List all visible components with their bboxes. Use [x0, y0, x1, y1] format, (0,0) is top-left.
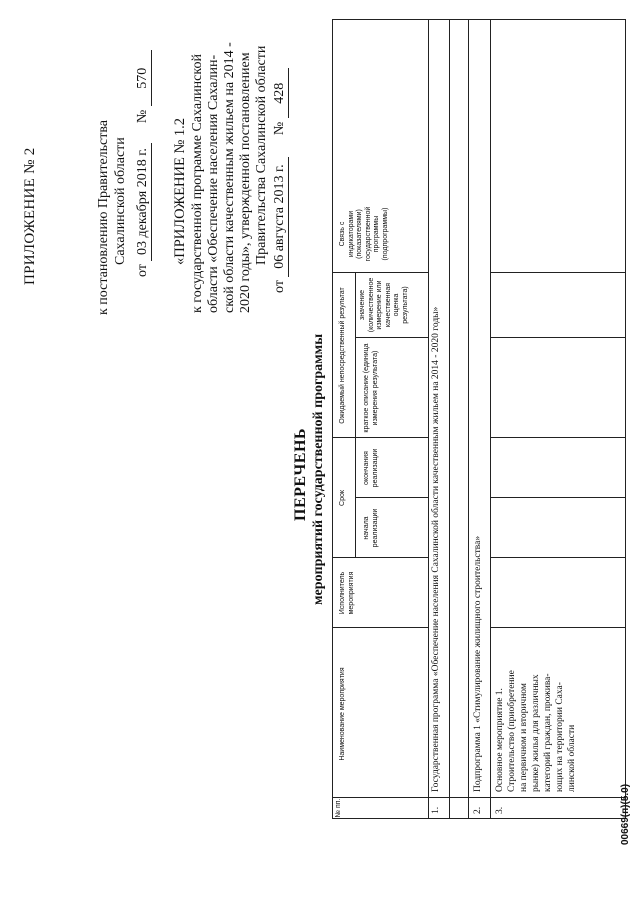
row-3-line-5: категорий граждан, прожива- — [543, 673, 553, 792]
header-start: начала реализации — [363, 508, 379, 548]
quote-block-number: 428 — [272, 68, 289, 118]
header-num: № пп. — [335, 798, 342, 818]
row-divider — [355, 273, 356, 438]
header-link: Связь с индикаторами (показателями) государственной программы (подпрограммы) — [339, 206, 389, 262]
row-3-line-1: Основное мероприятие 1. — [495, 688, 505, 792]
quote-block-line-1: к государственной программе Сахалинской — [190, 54, 205, 313]
row-3-line-2: Строительство (приобретение — [507, 670, 517, 792]
col-divider — [333, 797, 468, 798]
col-divider — [469, 797, 490, 798]
quote-block-line-4: 2020 годы», утвержденной постановлением — [238, 52, 253, 313]
row-divider — [449, 20, 450, 818]
header-result-desc: краткое описание (единица измерения результата) — [363, 343, 379, 433]
measures-table — [332, 19, 469, 819]
table-row-2 — [469, 19, 491, 819]
row-3-line-6: ющих на территории Саха- — [555, 682, 565, 792]
footer-code: 00669(п)(5.0) — [620, 783, 631, 845]
col-divider — [491, 797, 625, 798]
col-divider — [491, 272, 625, 273]
doc-subtitle: мероприятий государственной программы — [311, 333, 326, 605]
col-divider — [355, 337, 428, 338]
col-divider — [333, 627, 428, 628]
appendix-title: ПРИЛОЖЕНИЕ № 2 — [22, 147, 38, 285]
col-divider — [491, 437, 625, 438]
col-divider — [491, 557, 625, 558]
appendix-date: 03 декабря 2018 г. — [135, 143, 152, 261]
col-divider — [491, 627, 625, 628]
row-3-num: 3. — [495, 806, 505, 814]
quote-block-date-line — [272, 68, 289, 293]
row-2-text: Подпрограмма 1 «Стимулирование жилищного строительства» — [473, 535, 483, 792]
quote-block-title: «ПРИЛОЖЕНИЕ № 1.2 — [172, 117, 188, 265]
row-3-line-3: на первичном и вторичном — [519, 683, 529, 792]
appendix-line-1: к постановлению Правительства — [96, 119, 111, 315]
appendix-line-2: Сахалинской области — [113, 137, 128, 265]
col-divider — [491, 337, 625, 338]
table-row-3 — [491, 19, 626, 819]
quote-block-line-3: ской области качественным жильем на 2014 - — [222, 42, 237, 313]
row-1-text: Государственная программа «Обеспечение населения Сахалинской области качественным жильем на 2014 - 2020 годы» — [431, 306, 441, 792]
appendix-number: 570 — [135, 50, 152, 106]
from-label: от — [135, 264, 150, 277]
col-divider — [491, 497, 625, 498]
no-label: № — [135, 109, 150, 124]
row-3-line-4: рынке) жилья для различных — [531, 674, 541, 792]
no-label: № — [272, 121, 287, 136]
appendix-date-line — [135, 50, 152, 277]
header-result-value: значение (количественное измерение или качественная оценка результата) — [359, 277, 409, 333]
quote-block-line-2: области «Обеспечение населения Сахалин- — [206, 54, 221, 313]
header-name: Наименование мероприятия — [339, 667, 346, 761]
col-divider — [355, 497, 428, 498]
header-term: Срок — [339, 490, 346, 506]
quote-block-date: 06 августа 2013 г. — [272, 157, 289, 277]
row-1-num: 1. — [431, 806, 441, 814]
row-divider — [428, 20, 429, 818]
doc-title: ПЕРЕЧЕНЬ — [292, 428, 309, 521]
quote-block-line-5: Правительства Сахалинской области — [254, 45, 269, 265]
from-label: от — [272, 280, 287, 293]
header-executor: Исполнитель мероприятия — [339, 571, 355, 615]
row-3-line-7: линской области — [567, 724, 577, 792]
row-2-num: 2. — [473, 806, 483, 814]
header-end: окончания реализации — [363, 448, 379, 488]
row-divider — [355, 438, 356, 558]
header-result: Ожидаемый непосредственный результат — [339, 287, 346, 424]
